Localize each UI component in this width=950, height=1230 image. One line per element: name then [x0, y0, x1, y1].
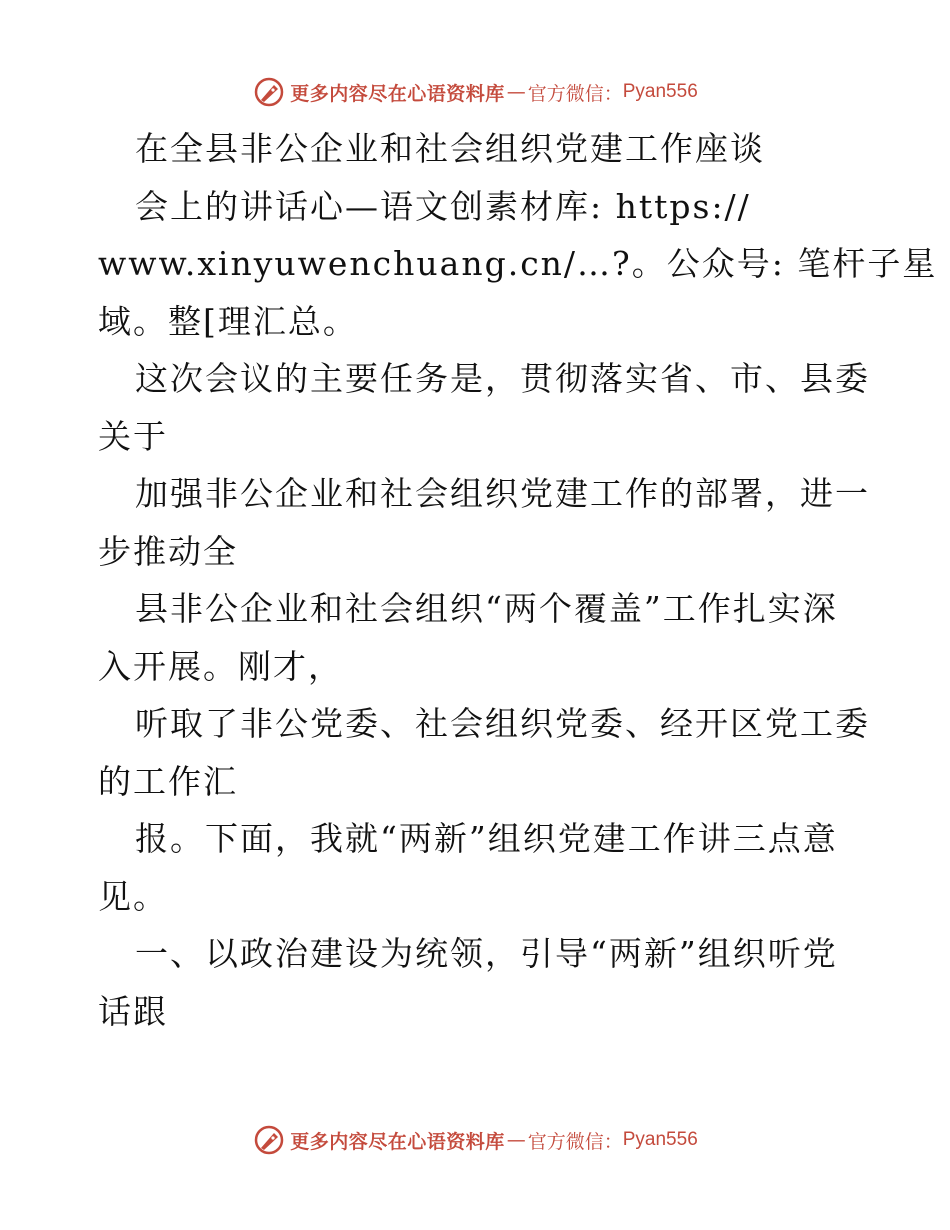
text-line: 步推动全: [98, 531, 238, 571]
watermark-id: Pyan556: [622, 81, 698, 102]
paragraph-line: 听取了非公党委、社会组织党委、经开区党工委: [135, 704, 870, 743]
watermark-text: 更多内容尽在心语资料库: [290, 82, 505, 105]
paragraph-line: 加强非公企业和社会组织党建工作的部署，进一: [135, 474, 870, 513]
text-line: 的工作汇: [98, 761, 238, 801]
text-line: 话跟: [98, 991, 168, 1031]
pen-nib-logo-icon: [252, 1123, 286, 1157]
text-line: 关于: [98, 416, 168, 456]
text-line: 入开展。刚才，: [98, 646, 343, 686]
paragraph-line: 这次会议的主要任务是，贯彻落实省、市、县委: [135, 359, 870, 398]
watermark-text: 更多内容尽在心语资料库: [290, 1130, 505, 1153]
title-line-1: 在全县非公企业和社会组织党建工作座谈: [135, 129, 765, 168]
text-line: 域。整[理汇总。: [98, 301, 358, 341]
title-line-2: 会上的讲话心—语文创素材库: https://: [135, 186, 751, 226]
paragraph-line: 报。下面，我就“两新”组织党建工作讲三点意: [135, 819, 838, 858]
document-body: [98, 120, 938, 1040]
text-line: 见。: [98, 876, 168, 916]
header-watermark: [0, 72, 950, 112]
watermark-label: 官方微信：: [527, 82, 623, 105]
section-heading-line: 一、以政治建设为统领，引导“两新”组织听党: [135, 934, 838, 973]
watermark-label: 官方微信：: [527, 1130, 623, 1153]
pen-nib-logo-icon: [252, 75, 286, 109]
watermark-dash: —: [506, 1129, 526, 1151]
text-line: www.xinyuwenchuang.cn/…?。公众号: 笔杆子星: [98, 244, 938, 283]
footer-watermark: [0, 1120, 950, 1160]
watermark-id: Pyan556: [622, 1129, 698, 1150]
watermark-dash: —: [506, 81, 526, 103]
paragraph-line: 县非公企业和社会组织“两个覆盖”工作扎实深: [135, 589, 838, 628]
